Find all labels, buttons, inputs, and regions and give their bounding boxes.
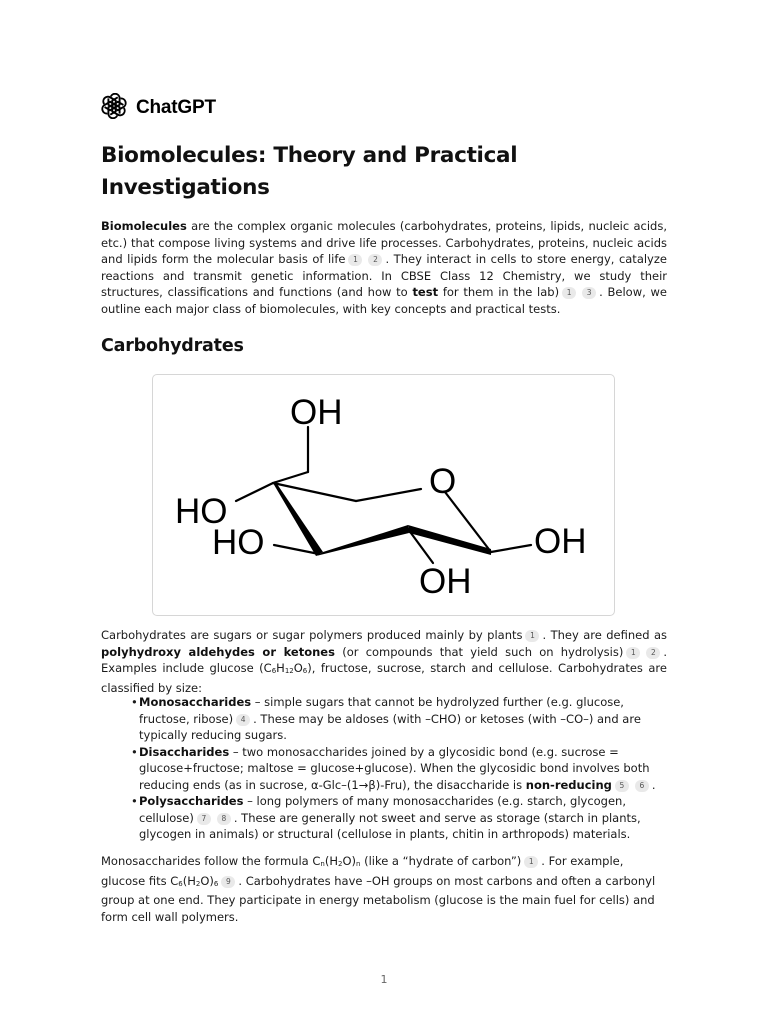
wedge-c4-c3 (316, 525, 409, 556)
glucose-haworth-diagram (153, 375, 616, 617)
bond-ch2oh-lower (273, 472, 308, 483)
text-run: O) (200, 873, 214, 888)
intro-paragraph (101, 218, 667, 317)
citation-badge[interactable]: 5 (615, 780, 629, 792)
citation-badge[interactable]: 4 (236, 714, 250, 726)
subscript: 2 (337, 860, 343, 868)
text-run: . For example, glucose fits C (101, 854, 624, 888)
text-run: . They are defined as (542, 628, 667, 642)
list-item-disaccharides (131, 744, 667, 794)
bold-definition: polyhydroxy aldehydes or ketones (101, 644, 335, 659)
bond-o-c4-back (356, 489, 421, 501)
text-run: H (276, 661, 285, 675)
subscript: 6 (213, 879, 219, 888)
page-number: 1 (380, 973, 388, 986)
subscript: 12 (284, 667, 294, 675)
citation-badge[interactable]: 3 (582, 287, 596, 299)
list-item-term: Polysaccharides (139, 794, 244, 808)
bold-non-reducing: non-reducing (525, 777, 612, 792)
intro-text-3: for them in the lab) (438, 285, 560, 299)
citation-badge[interactable]: 1 (524, 856, 538, 868)
citation-badge[interactable]: 1 (562, 287, 576, 299)
intro-text-2: . They interact in cells to store energy, catalyze reactions and transmit genetic information. In CBSE Class 12 Chemistry, we study their structures, classifications and functions (and how to (101, 252, 667, 299)
text-run: – two monosaccharides joined by a glycosidic bond (e.g. sucrose = glucose+fructose; maltose = glucose+glucose). When the glycosidic bond involves both reducing ends (as in sucrose, α-Glc–(1→β)-Fru), the disaccharide is (139, 744, 650, 792)
subscript: n (355, 860, 361, 868)
text-run: (like a “hydrate of carbon”) (360, 854, 522, 868)
intro-text-1: are the complex organic molecules (carbohydrates, proteins, lipids, nucleic acids, etc.) that compose living systems and drive life processes. Carbohydrates, proteins, nucleic acids and lipids form the molecular basis of life (101, 219, 667, 266)
page-title: Biomolecules: Theory and Practical Investigations (101, 143, 518, 200)
label-oh-top: OH (290, 393, 343, 432)
text-run: O (293, 661, 303, 675)
text-run: (or compounds that yield such on hydrolysis) (334, 644, 624, 659)
text-run: . Carbohydrates have –OH groups on most carbons and often a carbonyl group at one end. They participate in energy metabolism (glucose is the main fuel for cells) and form cell wall polymers. (101, 873, 656, 924)
citation-badge[interactable]: 6 (635, 780, 649, 792)
citation-badge[interactable]: 2 (368, 254, 382, 266)
bond-c1-oh (491, 545, 531, 552)
citation-badge[interactable]: 1 (626, 647, 640, 659)
subscript: 2 (195, 879, 201, 888)
citation-badge[interactable]: 8 (217, 813, 231, 825)
list-item-term: Disaccharides (139, 744, 230, 759)
monosaccharide-formula-paragraph (101, 853, 667, 925)
text-run: . These may be aldoses (with –CHO) or ketoses (with –CO–) and are typically reducing sugars. (139, 711, 641, 742)
text-run: – long polymers of many monosaccharides (e.g. starch, glycogen, cellulose) (139, 794, 626, 825)
label-oh-right: OH (534, 522, 587, 561)
label-oh-bottom: OH (419, 562, 472, 601)
text-run: . (651, 777, 656, 792)
brand-header (101, 94, 216, 122)
citation-badge[interactable]: 1 (525, 630, 539, 642)
classification-list (131, 694, 667, 843)
intro-bold-test: test (412, 285, 439, 299)
text-run: O) (342, 854, 356, 868)
text-run: – simple sugars that cannot be hydrolyzed further (e.g. glucose, fructose, ribose) (139, 695, 624, 726)
label-ho-lower: HO (212, 523, 265, 562)
citation-badge[interactable]: 1 (348, 254, 362, 266)
list-item-monosaccharides (131, 694, 667, 744)
list-item-term: Monosaccharides (139, 695, 252, 709)
brand-name: ChatGPT (136, 97, 216, 118)
bond-c4-oh-upper (236, 483, 273, 501)
text-run: Carbohydrates are sugars or sugar polymers produced mainly by plants (101, 628, 523, 642)
text-run: (H (182, 873, 196, 888)
carbohydrates-definition-paragraph (101, 627, 667, 696)
label-ring-oxygen: O (429, 462, 457, 501)
label-ho-upper: HO (175, 492, 228, 531)
wedge-c3-c2 (408, 525, 491, 555)
text-run: . Examples include glucose (C (101, 644, 667, 675)
glucose-structure-figure (152, 374, 615, 616)
list-item-polysaccharides (131, 793, 667, 843)
intro-text-4: . Below, we outline each major class of biomolecules, with key concepts and practical tests. (101, 285, 667, 316)
text-run: . These are generally not sweet and serve as storage (starch in plants, glycogen in animals) or structural (cellulose in plants, chitin in arthropods) materials. (139, 810, 641, 841)
subscript: 6 (178, 879, 183, 888)
subscript: n (320, 860, 325, 868)
text-run: (H (324, 854, 338, 868)
citation-badge[interactable]: 9 (221, 876, 235, 888)
intro-bold-term: Biomolecules (101, 219, 187, 233)
text-run: Monosaccharides follow the formula C (101, 854, 321, 868)
citation-badge[interactable]: 2 (646, 647, 660, 659)
openai-logo-icon (101, 93, 127, 123)
subscript: 6 (302, 667, 308, 675)
subscript: 6 (271, 667, 277, 675)
citation-badge[interactable]: 7 (197, 813, 211, 825)
section-heading-carbohydrates: Carbohydrates (101, 336, 244, 356)
text-run: ), fructose, sucrose, starch and cellulose. Carbohydrates are classified by size: (101, 661, 667, 695)
